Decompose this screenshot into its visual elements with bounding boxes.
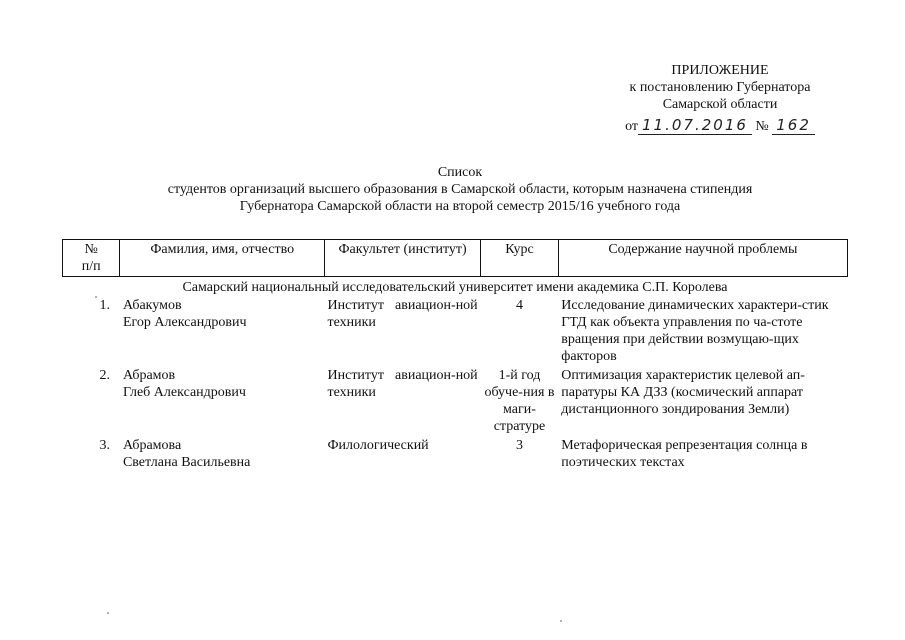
row-faculty: Институт авиацион-ной техники <box>327 298 478 330</box>
table-row <box>63 366 848 436</box>
row-num: 2. <box>99 368 110 383</box>
table-body <box>63 277 848 473</box>
header-num-line-2: п/п <box>81 259 101 274</box>
number-prefix: № <box>755 119 769 134</box>
header-course: Курс <box>481 240 559 277</box>
row-course: 3 <box>515 438 523 453</box>
table-row <box>63 436 848 472</box>
appendix-header <box>560 62 880 135</box>
row-name <box>120 296 325 366</box>
scan-speck <box>560 620 562 622</box>
header-num-line-1: № <box>84 242 98 257</box>
title-line-1: Список <box>437 165 483 180</box>
row-course: 1-й год обуче-ния в маги-стратуре <box>484 368 555 434</box>
table-row <box>63 296 848 366</box>
row-given-name: Светлана Васильевна <box>122 455 251 470</box>
row-course: 4 <box>515 298 523 313</box>
appendix-line-2: Самарской области <box>662 97 778 112</box>
row-surname: Абрамов <box>122 368 176 383</box>
table-header-row <box>63 240 848 277</box>
handwritten-date: 11.07.2016 <box>638 116 752 135</box>
date-prefix: от <box>625 119 639 134</box>
university-name: Самарский национальный исследовательский университет имени академика С.П. Королева <box>182 280 728 295</box>
row-faculty: Институт авиацион-ной техники <box>327 368 478 400</box>
scan-speck <box>107 612 109 614</box>
row-topic: Оптимизация характеристик целевой ап-паратуры КА ДЗЗ (космический аппарат дистанционного зондирования Земли) <box>561 368 805 417</box>
row-topic: Исследование динамических характери-стик ГТД как объекта управления по ча-стоте вращения при действии возмущаю-щих факторов <box>561 298 829 364</box>
header-name: Фамилия, имя, отчество <box>120 240 325 277</box>
row-given-name: Егор Александрович <box>122 315 247 330</box>
appendix-heading: ПРИЛОЖЕНИЕ <box>671 63 769 78</box>
appendix-line-1: к постановлению Губернатора <box>629 80 811 95</box>
document-title <box>60 164 860 215</box>
row-faculty: Филологический <box>327 438 429 453</box>
row-surname: Абакумов <box>122 298 182 313</box>
header-num <box>63 240 120 277</box>
row-surname: Абрамова <box>122 438 182 453</box>
table-header <box>63 240 848 277</box>
university-row <box>63 277 848 297</box>
row-topic: Метафорическая репрезентация солнца в поэтических текстах <box>561 438 808 470</box>
row-given-name: Глеб Александрович <box>122 385 246 400</box>
title-line-2: студентов организаций высшего образования в Самарской области, которым назначена стипендия <box>167 182 753 197</box>
scan-speck <box>95 296 97 298</box>
row-num: 3. <box>99 438 110 453</box>
row-num: 1. <box>99 298 110 313</box>
header-topic: Содержание научной проблемы <box>558 240 847 277</box>
title-line-3: Губернатора Самарской области на второй семестр 2015/16 учебного года <box>239 199 681 214</box>
header-faculty: Факультет (институт) <box>325 240 481 277</box>
row-name <box>120 366 325 436</box>
handwritten-number: 162 <box>772 116 815 135</box>
appendix-date-line <box>560 117 880 135</box>
row-name <box>120 436 325 472</box>
students-table <box>62 239 848 472</box>
